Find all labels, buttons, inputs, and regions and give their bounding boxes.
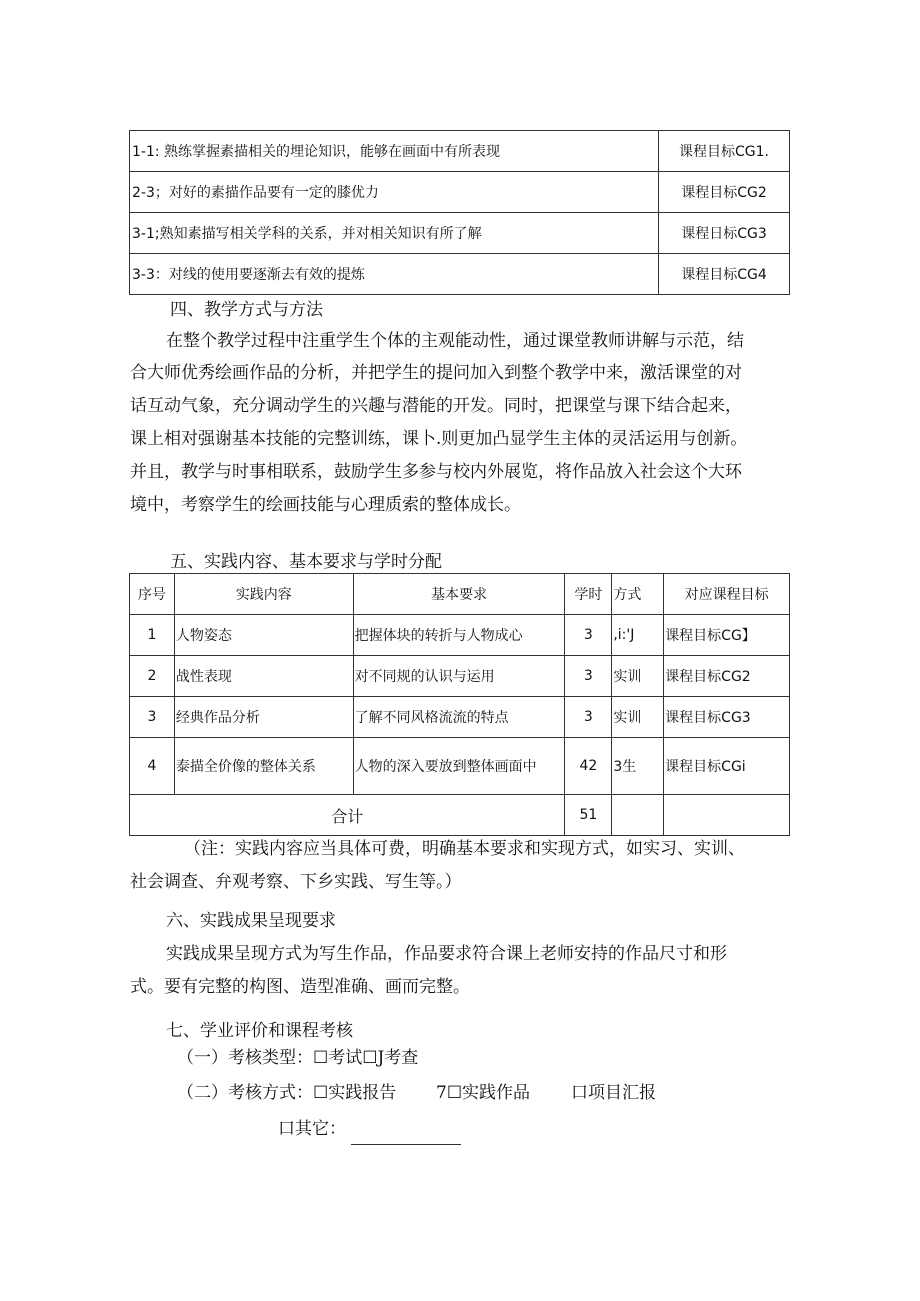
cell-goal: 课程目标CG】 <box>664 615 790 656</box>
cell-content: 经典作品分析 <box>174 697 353 738</box>
objective-goal: 课程目标CG4 <box>659 254 790 295</box>
section6-heading: 六、实践成果呈现要求 <box>166 911 336 931</box>
total-hours: 51 <box>565 795 612 836</box>
cell-goal: 课程目标CG3 <box>664 697 790 738</box>
cell-req: 把握体块的转折与人物成心 <box>353 615 565 656</box>
cell-goal: 课程目标CG2 <box>664 656 790 697</box>
header-req: 基本要求 <box>353 574 565 615</box>
table-row <box>130 656 790 697</box>
table-row <box>130 254 790 295</box>
section6-line-1: 实践成果呈现方式为写生作品，作品要求符合课上老师安持的作品尺寸和形 <box>166 944 727 964</box>
table-row <box>130 615 790 656</box>
header-hours: 学时 <box>565 574 612 615</box>
objective-desc: 3-3：对线的使用要逐渐去有效的提炼 <box>130 254 659 295</box>
objectives-table <box>129 130 790 295</box>
section4-line-2: 合大师优秀绘画作品的分析，并把学生的提问加入到整个教学中来，激活课堂的对 <box>130 363 742 383</box>
objective-desc: 3-1;熟知素描写相关学科的关系，并对相关知识有所了解 <box>130 213 659 254</box>
cell-req: 人物的深入要放到整体画面中 <box>353 738 565 795</box>
objective-desc: 1-1: 熟练掌握素描相关的埋论知识，能够在画面中有所表现 <box>130 131 659 172</box>
table-row <box>130 172 790 213</box>
assessment-method-report: （二）考核方式：☐实践报告 <box>177 1083 397 1103</box>
table-row <box>130 213 790 254</box>
cell-mode: 实训 <box>612 656 664 697</box>
header-goal: 对应课程目标 <box>664 574 790 615</box>
objective-goal: 课程目标CG1. <box>659 131 790 172</box>
practice-table <box>129 573 790 836</box>
header-no: 序号 <box>130 574 175 615</box>
section4-heading: 四、教学方式与方法 <box>170 300 323 320</box>
objective-goal: 课程日标CG3 <box>659 213 790 254</box>
total-label: 合计 <box>130 795 565 836</box>
cell-goal: 课程目标CGi <box>664 738 790 795</box>
cell-no: 1 <box>130 615 175 656</box>
cell-content: 人物姿态 <box>174 615 353 656</box>
section5-heading: 五、实践内容、基本要求与学时分配 <box>170 552 442 572</box>
cell-no: 4 <box>130 738 175 795</box>
cell-hours: 3 <box>565 656 612 697</box>
section4-line-6: 境中，考察学生的绘画技能与心理质索的整体成长。 <box>130 495 521 515</box>
assessment-other-row <box>278 1113 461 1145</box>
cell-hours: 3 <box>565 697 612 738</box>
cell-no: 2 <box>130 656 175 697</box>
cell-no: 3 <box>130 697 175 738</box>
section4-line-3: 话互动气象，充分调动学生的兴趣与潜能的开发。同时，把课堂与课下结合起来， <box>130 396 742 416</box>
section4-line-1: 在整个教学过程中注重学生个体的主观能动性，通过课堂教师讲解与示范，结 <box>166 331 744 351</box>
assessment-other-label: 口其它： <box>278 1119 346 1139</box>
section4-line-4: 课上相对强谢基本技能的完整训练，课卜.则更加凸显学生主体的灵活运用与创新。 <box>130 429 748 449</box>
table-row <box>130 738 790 795</box>
note-line-1: （注：实践内容应当具体可费，明确基本要求和实现方式，如实习、实训、 <box>184 839 745 859</box>
table-row <box>130 697 790 738</box>
cell-content: 战性表现 <box>174 656 353 697</box>
table-row <box>130 131 790 172</box>
section7-heading: 七、学业评价和课程考核 <box>166 1021 353 1041</box>
objective-goal: 课程目标CG2 <box>659 172 790 213</box>
cell-mode: 3生 <box>612 738 664 795</box>
cell-req: 对不同规的认识与运用 <box>353 656 565 697</box>
cell-mode: ,i:'J <box>612 615 664 656</box>
total-mode-empty <box>612 795 664 836</box>
header-mode: 方式 <box>612 574 664 615</box>
assessment-method-works: 7☐实践作品 <box>436 1083 531 1103</box>
cell-hours: 3 <box>565 615 612 656</box>
note-line-2: 社会调查、弁观考察、下乡实践、写生等。） <box>130 872 462 892</box>
header-content: 实践内容 <box>174 574 353 615</box>
cell-hours: 42 <box>565 738 612 795</box>
cell-mode: 实训 <box>612 697 664 738</box>
cell-content: 泰描全价像的整体关系 <box>174 738 353 795</box>
total-goal-empty <box>664 795 790 836</box>
table-header-row <box>130 574 790 615</box>
section6-line-2: 式。要有完整的构图、造型准确、画而完整。 <box>130 977 470 997</box>
cell-req: 了解不同风格流流的特点 <box>353 697 565 738</box>
other-blank-line <box>351 1128 461 1145</box>
objective-desc: 2-3；对好的素描作品要有一定的膝优力 <box>130 172 659 213</box>
section4-line-5: 并且，教学与时事相联系，鼓励学生多参与校内外展览，将作品放入社会这个大环 <box>130 462 742 482</box>
assessment-type-line: （一）考核类型：☐考试☐J考查 <box>177 1048 419 1068</box>
assessment-method-project: 口项目汇报 <box>571 1083 656 1103</box>
table-total-row <box>130 795 790 836</box>
